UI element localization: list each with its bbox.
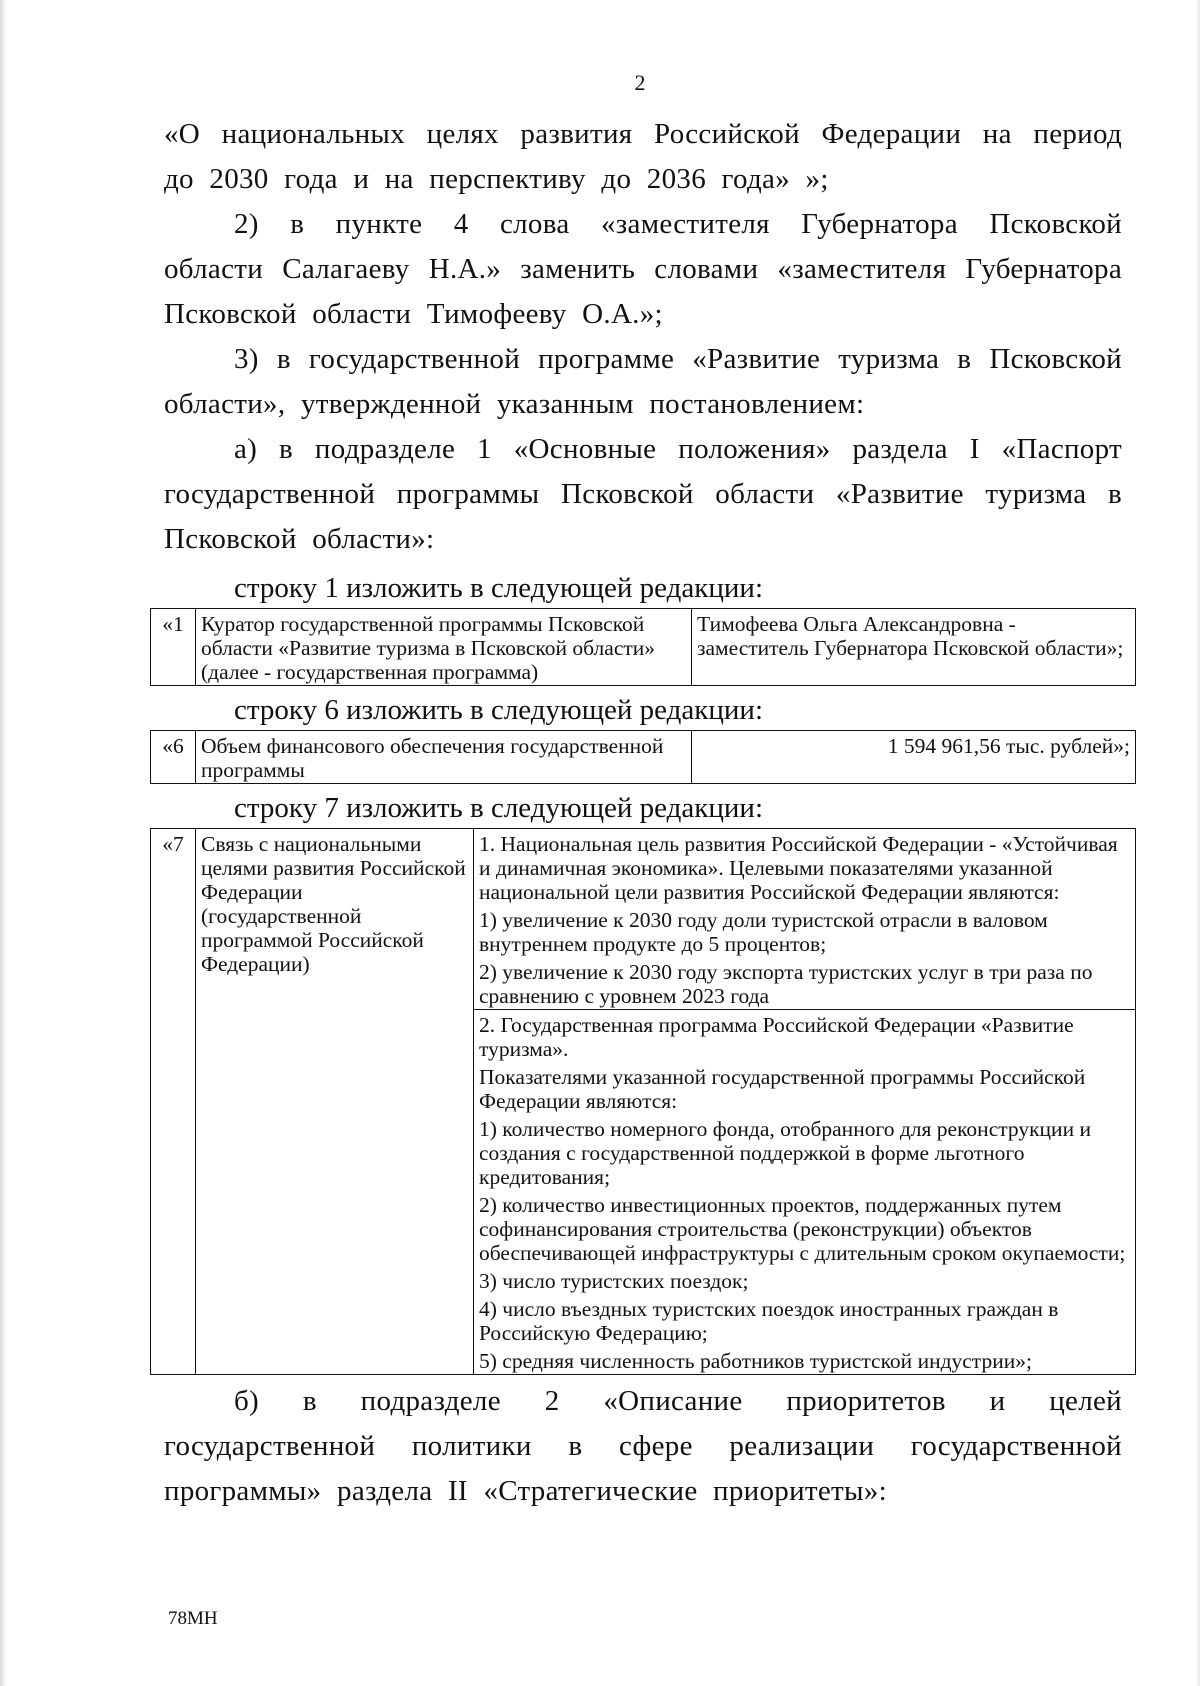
table-row — [151, 731, 1136, 784]
paragraph-item-3a: а) в подразделе 1 «Основные положения» раздела I «Паспорт государственной программы Псковской области «Развитие туризма в Псковской области»: — [164, 433, 1122, 555]
list-item: 1) количество номерного фонда, отобранного для реконструкции и создания с государственной поддержкой в форме льготного кредитования; — [479, 1117, 1091, 1189]
row1-value: Тимофеева Ольга Александровна - заместитель Губернатора Псковской области»; — [692, 609, 1136, 686]
row1-number: «1 — [151, 609, 196, 686]
row6-intro: строку 6 изложить в следующей редакции: — [234, 694, 763, 726]
row7-intro: строку 7 изложить в следующей редакции: — [234, 792, 763, 824]
row1-table — [150, 608, 1136, 686]
row6-value: 1 594 961,56 тыс. рублей»; — [692, 731, 1136, 784]
table-row — [151, 829, 1136, 1010]
page-number: 2 — [634, 70, 646, 95]
paragraph-decree-title: «О национальных целях развития Российской Федерации на период до 2030 года и на перспективу до 2036 года» »; — [164, 118, 1122, 195]
list-item: 3) число туристских поездок; — [479, 1269, 749, 1293]
row1-intro: строку 1 изложить в следующей редакции: — [234, 572, 763, 604]
footer-code: 78МН — [168, 1608, 218, 1629]
row7-label: Связь с национальными целями развития Российской Федерации (государственной программой Российской Федерации) — [196, 829, 474, 1375]
list-item: 2. Государственная программа Российской Федерации «Развитие туризма». — [479, 1013, 1074, 1061]
list-item: 1. Национальная цель развития Российской Федерации - «Устойчивая и динамичная экономика». Целевыми показателями указанной национальной цели развития Российской Федерации являются: — [479, 832, 1118, 904]
table-row — [151, 609, 1136, 686]
list-item: 5) средняя численность работников туристской индустрии»; — [479, 1349, 1032, 1373]
list-item: Показателями указанной государственной программы Российской Федерации являются: — [479, 1065, 1086, 1113]
row6-number: «6 — [151, 731, 196, 784]
row7-block-federal-program — [474, 1010, 1136, 1375]
list-item: 4) число въездных туристских поездок иностранных граждан в Российскую Федерацию; — [479, 1297, 1059, 1345]
list-item: 2) количество инвестиционных проектов, поддержанных путем софинансирования строительства (реконструкции) объектов обеспечивающей инфраструктуры с длительным сроком окупаемости; — [479, 1193, 1126, 1265]
row6-table — [150, 730, 1136, 784]
row7-block-national-goal — [474, 829, 1136, 1010]
paragraph-item-3b: б) в подразделе 2 «Описание приоритетов и целей государственной политики в сфере реализации государственной программы» раздела II «Стратегические приоритеты»: — [164, 1385, 1122, 1507]
document-body — [162, 112, 1130, 1514]
list-item: 2) увеличение к 2030 году экспорта туристских услуг в три раза по сравнению с уровнем 2023 года — [479, 960, 1093, 1008]
row1-label: Куратор государственной программы Псковской области «Развитие туризма в Псковской области» (далее - государственная программа) — [196, 609, 692, 686]
paragraph-item-3: 3) в государственной программе «Развитие туризма в Псковской области», утвержденной указанным постановлением: — [164, 343, 1122, 420]
scan-edge-right — [1196, 0, 1200, 1686]
paragraph-item-2: 2) в пункте 4 слова «заместителя Губернатора Псковской области Салагаеву Н.А.» заменить словами «заместителя Губернатора Псковской области Тимофееву О.А.»; — [164, 208, 1122, 330]
scan-edge-left — [0, 0, 7, 1686]
row7-number: «7 — [151, 829, 196, 1375]
row6-label: Объем финансового обеспечения государственной программы — [196, 731, 692, 784]
row7-table — [150, 828, 1136, 1375]
list-item: 1) увеличение к 2030 году доли туристской отрасли в валовом внутреннем продукте до 5 процентов; — [479, 908, 1048, 956]
